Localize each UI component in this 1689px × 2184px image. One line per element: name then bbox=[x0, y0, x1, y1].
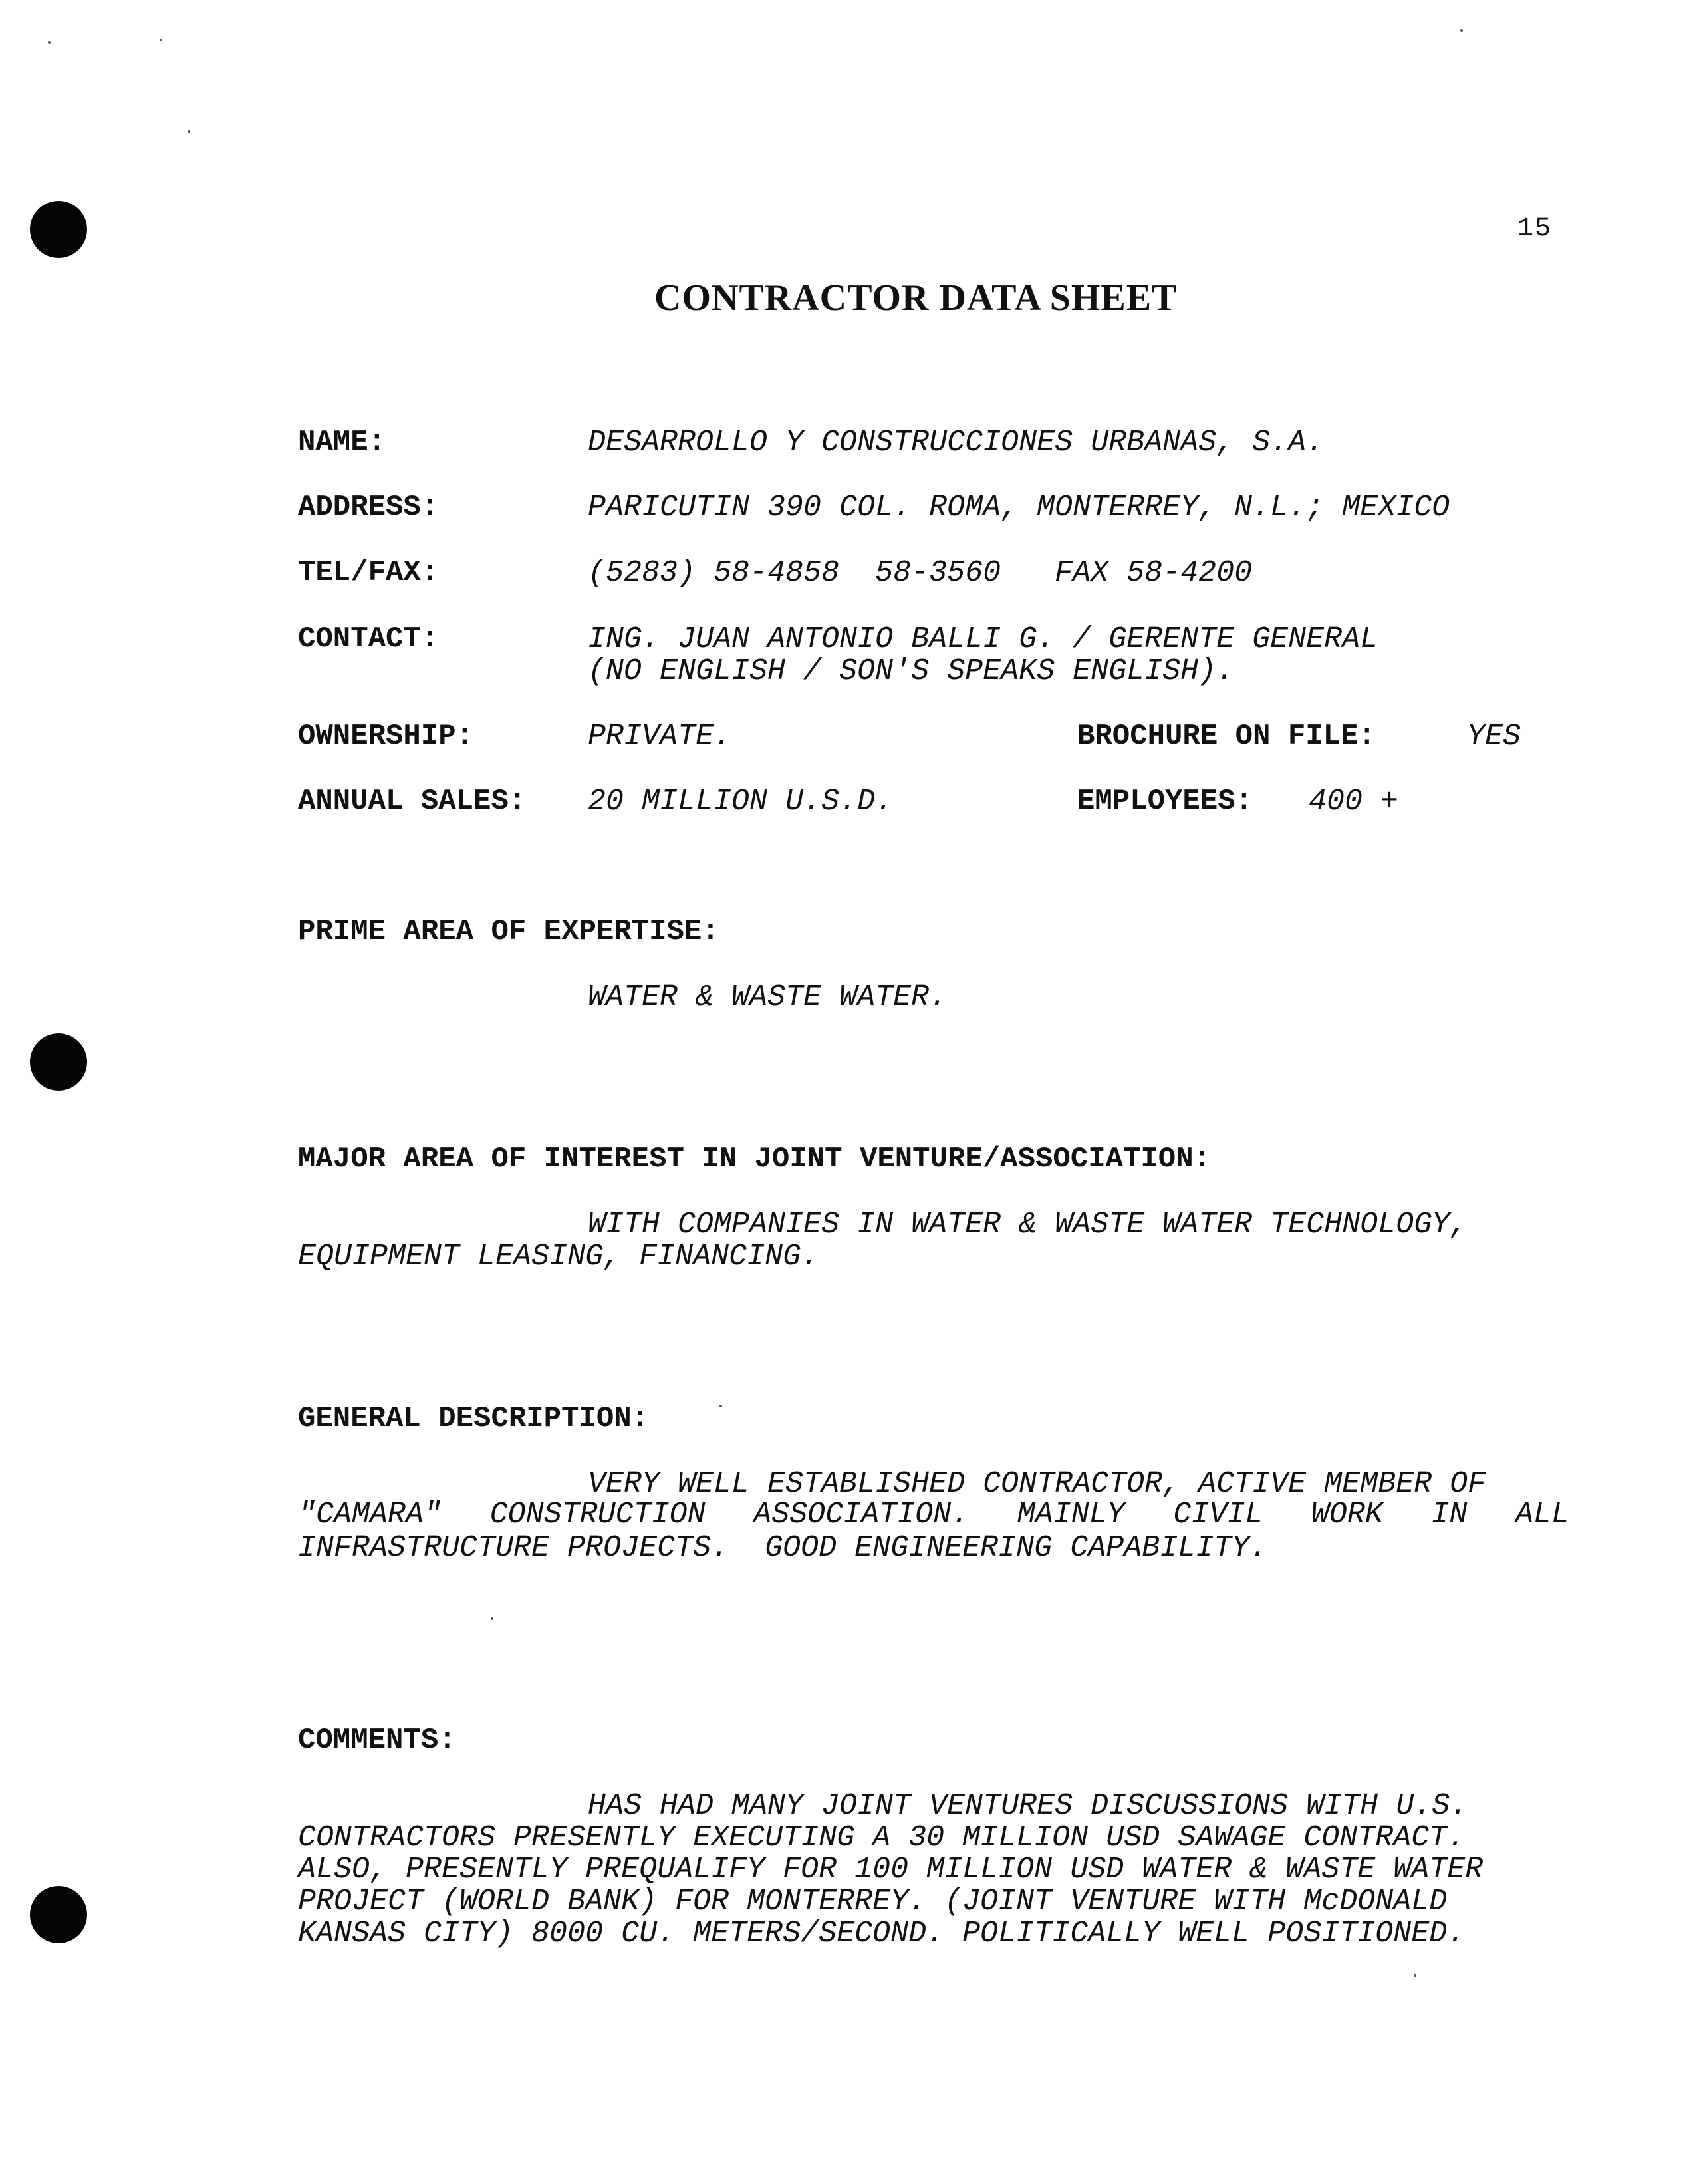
scan-speck bbox=[1414, 1974, 1416, 1977]
ownership-label: OWNERSHIP: bbox=[298, 720, 474, 753]
contact-value-line2: (NO ENGLISH / SON'S SPEAKS ENGLISH). bbox=[588, 654, 1235, 688]
address-label: ADDRESS: bbox=[298, 491, 439, 524]
comments-line5: KANSAS CITY) 8000 CU. METERS/SECOND. POLITICALLY WELL POSITIONED. bbox=[298, 1917, 1466, 1951]
punch-hole-middle bbox=[30, 1033, 87, 1091]
employees-value: 400 + bbox=[1309, 785, 1399, 819]
comments-line4: PROJECT (WORLD BANK) FOR MONTERREY. (JOINT VENTURE WITH McDONALD bbox=[298, 1885, 1448, 1919]
comments-heading: COMMENTS: bbox=[298, 1724, 456, 1757]
interest-heading: MAJOR AREA OF INTEREST IN JOINT VENTURE/ASSOCIATION: bbox=[298, 1143, 1212, 1176]
comments-line3: ALSO, PRESENTLY PREQUALIFY FOR 100 MILLION USD WATER & WASTE WATER bbox=[298, 1853, 1484, 1887]
description-heading: GENERAL DESCRIPTION: bbox=[298, 1402, 650, 1435]
ownership-value: PRIVATE. bbox=[588, 720, 732, 753]
comments-line1: HAS HAD MANY JOINT VENTURES DISCUSSIONS WITH U.S. bbox=[588, 1789, 1468, 1823]
description-line1: VERY WELL ESTABLISHED CONTRACTOR, ACTIVE MEMBER OF bbox=[588, 1467, 1486, 1501]
interest-line2: EQUIPMENT LEASING, FINANCING. bbox=[298, 1240, 819, 1274]
scan-speck bbox=[188, 130, 190, 133]
address-value: PARICUTIN 390 COL. ROMA, MONTERREY, N.L.; MEXICO bbox=[588, 491, 1450, 525]
expertise-heading: PRIME AREA OF EXPERTISE: bbox=[298, 915, 719, 948]
expertise-text: WATER & WASTE WATER. bbox=[588, 980, 948, 1014]
name-label: NAME: bbox=[298, 426, 386, 459]
scan-speck bbox=[719, 1405, 722, 1407]
scan-speck bbox=[491, 1617, 493, 1620]
description-line3: INFRASTRUCTURE PROJECTS. GOOD ENGINEERING CAPABILITY. bbox=[298, 1531, 1268, 1565]
telfax-value: (5283) 58-4858 58-3560 FAX 58-4200 bbox=[588, 556, 1253, 590]
punch-hole-top bbox=[30, 201, 87, 258]
employees-label: EMPLOYEES: bbox=[1077, 785, 1253, 818]
description-line2: "CAMARA" CONSTRUCTION ASSOCIATION. MAINLY CIVIL WORK IN ALL bbox=[298, 1498, 1569, 1532]
brochure-label: BROCHURE ON FILE: bbox=[1077, 720, 1376, 753]
page-number: 15 bbox=[1517, 214, 1553, 244]
scan-speck bbox=[1460, 29, 1463, 32]
annual-sales-label: ANNUAL SALES: bbox=[298, 785, 527, 818]
page-title: CONTRACTOR DATA SHEET bbox=[654, 277, 1178, 319]
name-value: DESARROLLO Y CONSTRUCCIONES URBANAS, S.A. bbox=[588, 426, 1325, 460]
telfax-label: TEL/FAX: bbox=[298, 556, 439, 589]
comments-line2: CONTRACTORS PRESENTLY EXECUTING A 30 MILLION USD SAWAGE CONTRACT. bbox=[298, 1821, 1466, 1855]
scan-speck bbox=[160, 39, 162, 41]
interest-line1: WITH COMPANIES IN WATER & WASTE WATER TECHNOLOGY, bbox=[588, 1208, 1468, 1242]
punch-hole-bottom bbox=[30, 1886, 87, 1943]
brochure-value: YES bbox=[1467, 720, 1521, 753]
contact-label: CONTACT: bbox=[298, 622, 439, 656]
contact-value-line1: ING. JUAN ANTONIO BALLI G. / GERENTE GENERAL bbox=[588, 622, 1378, 656]
annual-sales-value: 20 MILLION U.S.D. bbox=[588, 785, 894, 819]
scan-speck bbox=[48, 41, 51, 44]
